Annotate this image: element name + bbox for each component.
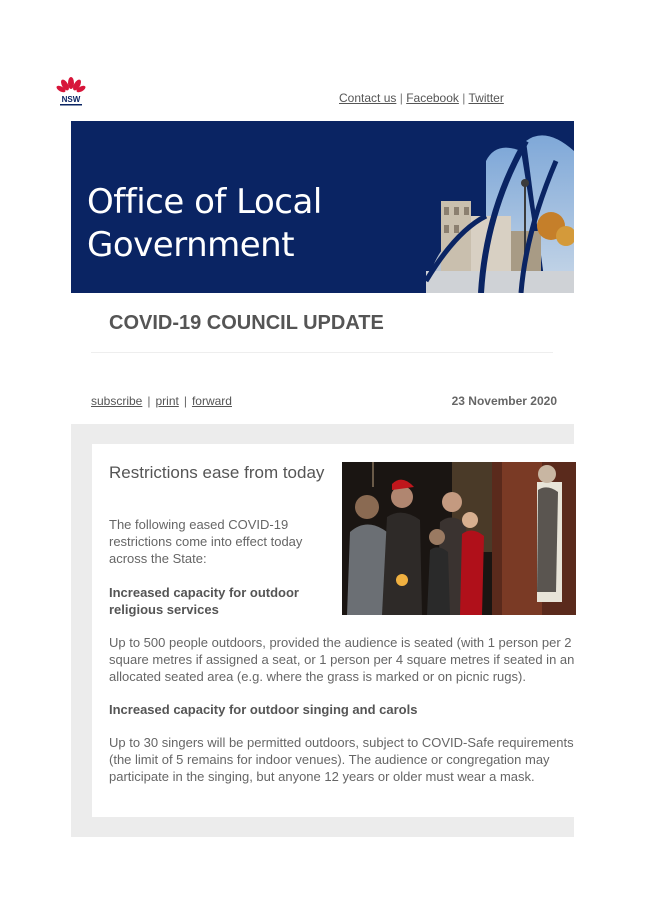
svg-text:NSW: NSW [61, 95, 81, 104]
nsw-logo[interactable] [54, 74, 88, 108]
forward-link[interactable]: forward [191, 394, 232, 408]
twitter-link[interactable]: Twitter [468, 91, 504, 105]
link-separator: | [462, 91, 466, 105]
section1-body: Up to 500 people outdoors, provided the audience is seated (with 1 person per 2 square metres if assigned a seat, or 1 person per 4 square metres if seated in an allocated seated area (e.g. where the grass is marked or on picnic rugs). [109, 635, 575, 684]
newsletter-date: 23 November 2020 [451, 394, 557, 408]
banner-title-line1: Office of Local [87, 182, 322, 222]
section2-body: Up to 30 singers will be permitted outdoors, subject to COVID-Safe requirements (the limit of 5 remains for indoor venues). The audience or congregation may participate in the singing, but anyone 12 years or older must wear a mask. [109, 735, 574, 784]
banner-title-line2: Government [87, 225, 295, 265]
link-separator: | [399, 91, 403, 105]
section2-heading: Increased capacity for outdoor singing and carols [109, 702, 418, 717]
banner-artwork [426, 121, 574, 293]
print-link[interactable]: print [155, 394, 179, 408]
facebook-link[interactable]: Facebook [406, 91, 459, 105]
subscribe-link[interactable]: subscribe [91, 394, 143, 408]
divider [91, 352, 553, 353]
action-separator: | [183, 394, 187, 408]
article-intro: The following eased COVID-19 restrictions come into effect today across the State: [109, 517, 303, 566]
contact-us-link[interactable]: Contact us [339, 91, 397, 105]
newsletter-actions [91, 394, 557, 408]
banner-title [87, 181, 387, 267]
action-separator: | [147, 394, 151, 408]
section1-heading: Increased capacity for outdoor religious services [109, 585, 299, 617]
article-heading: Restrictions ease from today [109, 463, 325, 482]
banner [71, 121, 574, 293]
newsletter-title: COVID-19 COUNCIL UPDATE [109, 312, 384, 334]
nsw-waratah-logo-icon [54, 74, 88, 108]
carol-singers-photo [342, 462, 576, 615]
header-links [339, 91, 504, 105]
